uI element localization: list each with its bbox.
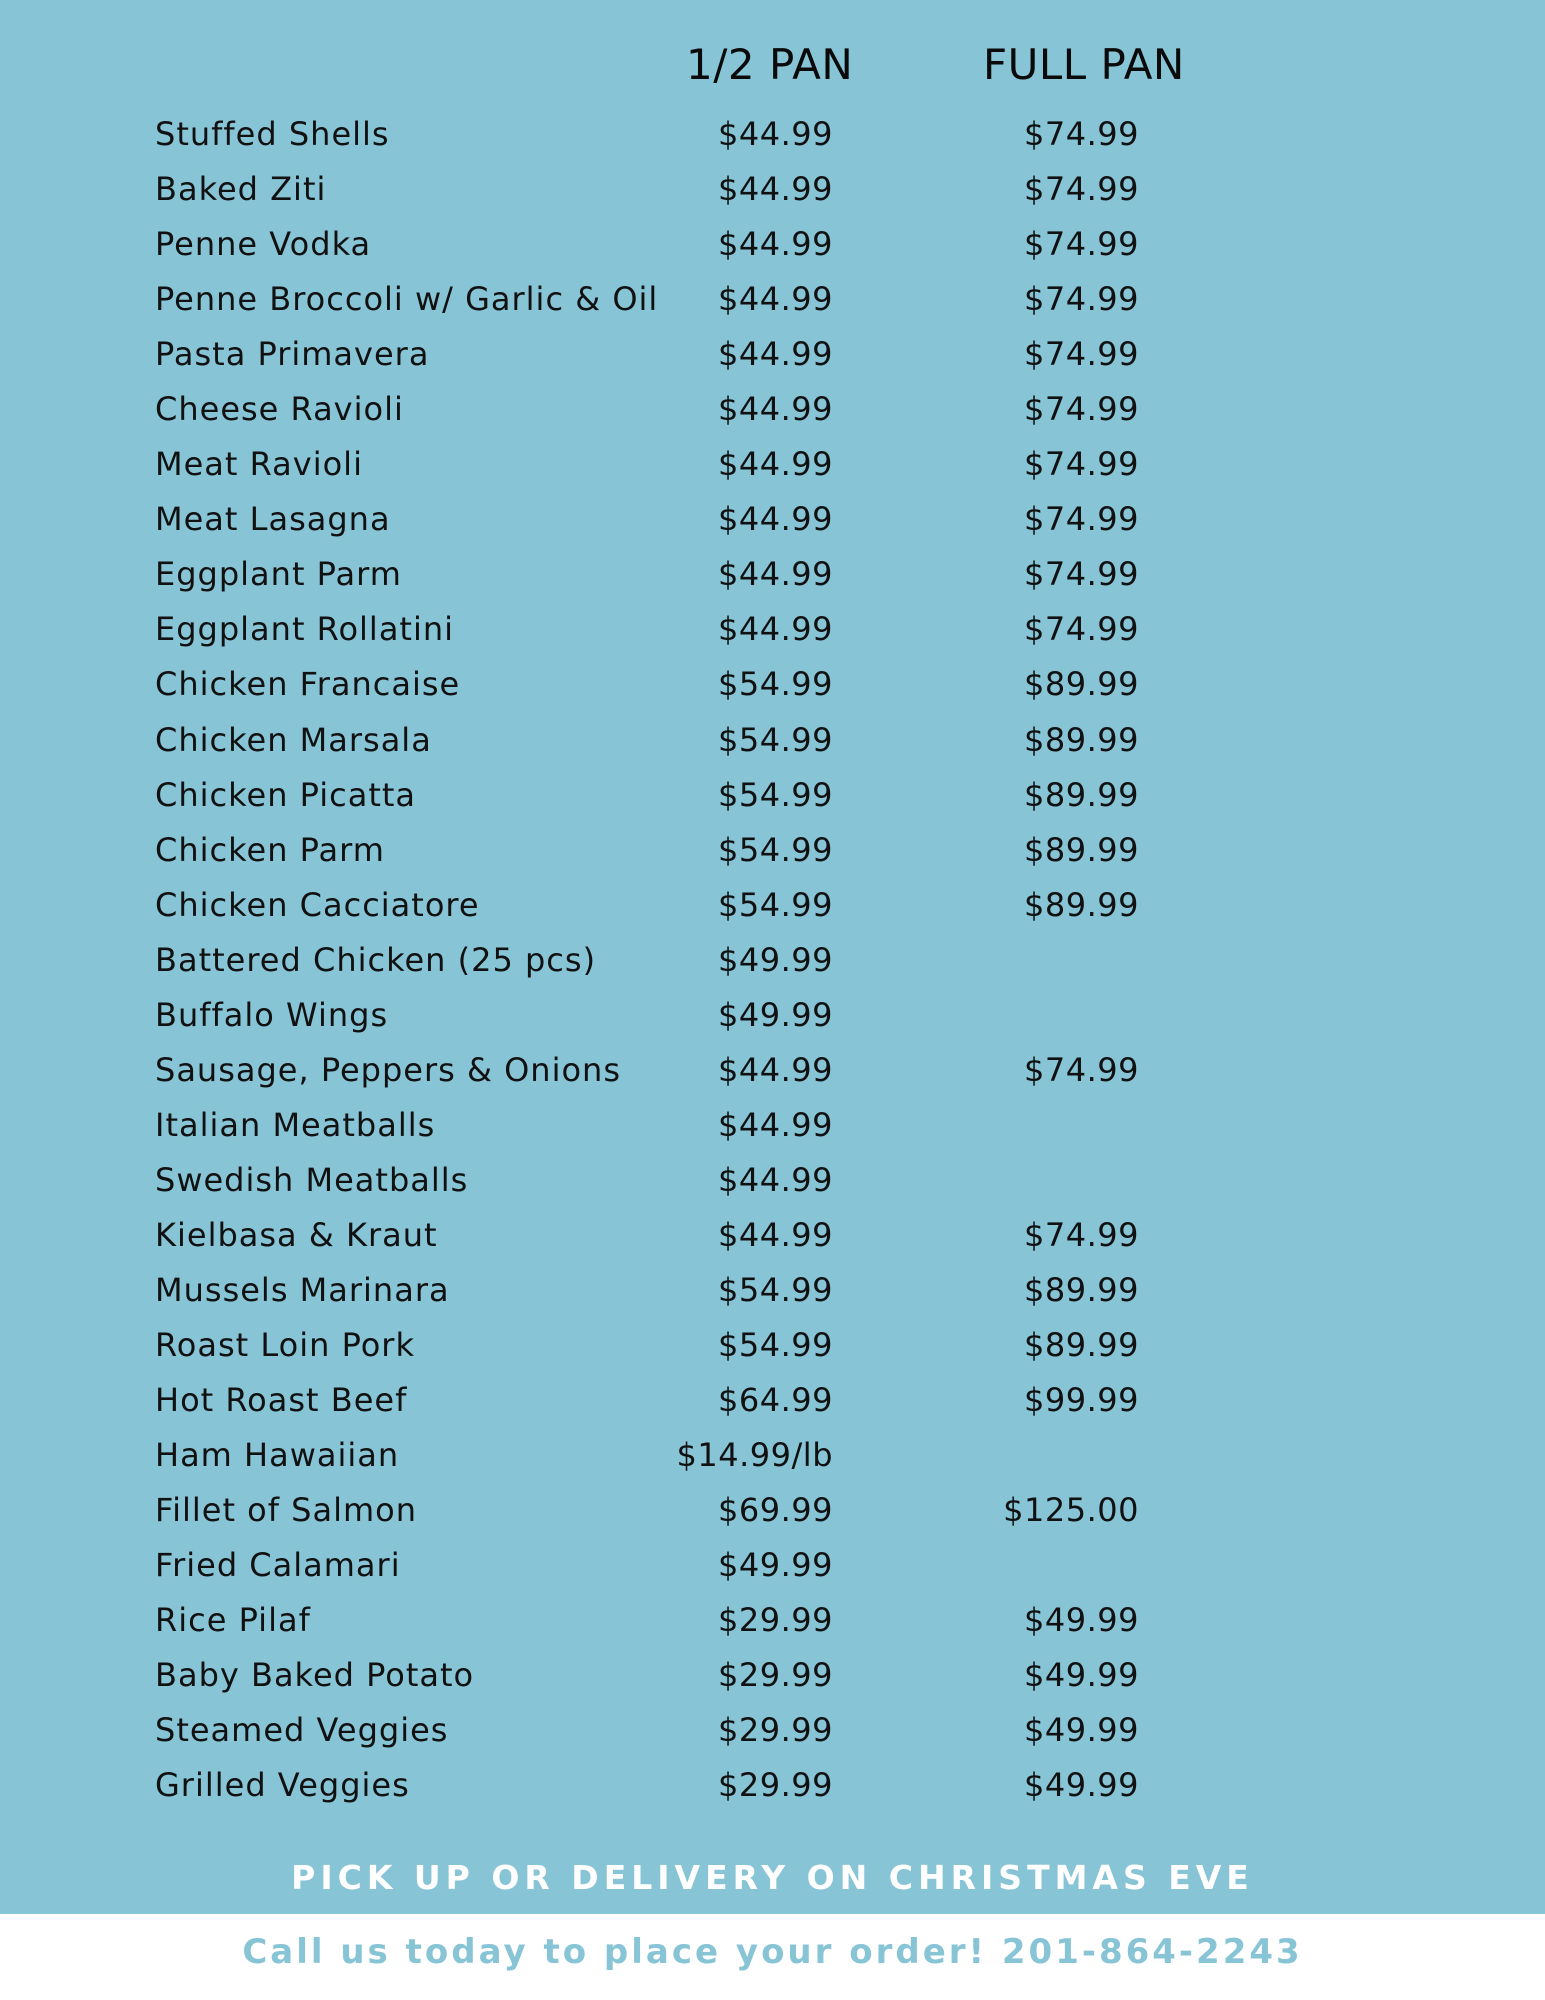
full-pan-price: $74.99: [1024, 555, 1139, 594]
menu-item-name: Rice Pilaf: [155, 1601, 311, 1640]
half-pan-price: $44.99: [718, 500, 833, 539]
menu-item-row: [0, 495, 1545, 550]
menu-item-name: Eggplant Rollatini: [155, 610, 455, 649]
half-pan-price: $64.99: [718, 1381, 833, 1420]
menu-item-row: [0, 826, 1545, 881]
full-pan-price: $49.99: [1024, 1711, 1139, 1750]
menu-item-row: [0, 936, 1545, 991]
full-pan-price: $74.99: [1024, 115, 1139, 153]
menu-item-row: [0, 881, 1545, 936]
full-pan-price: $89.99: [1024, 885, 1139, 924]
full-pan-price: $89.99: [1024, 775, 1139, 814]
full-pan-price: $125.00: [1003, 1491, 1139, 1530]
menu-item-row: [0, 1211, 1545, 1266]
menu-item-name: Hot Roast Beef: [155, 1381, 408, 1420]
menu-item-row: [0, 1431, 1545, 1486]
menu-item-row: [0, 716, 1545, 771]
half-pan-price: $44.99: [718, 1050, 833, 1089]
menu-item-row: [0, 771, 1545, 826]
menu-item-row: [0, 1706, 1545, 1761]
menu-item-name: Chicken Cacciatore: [155, 885, 480, 924]
menu-item-name: Fried Calamari: [155, 1546, 401, 1585]
full-pan-price: $49.99: [1024, 1656, 1139, 1695]
menu-item-name: Sausage, Peppers & Onions: [155, 1050, 621, 1089]
half-pan-price: $54.99: [718, 885, 833, 924]
menu-item-row: [0, 1266, 1545, 1321]
menu-item-name: Cheese Ravioli: [155, 390, 404, 429]
menu-item-name: Stuffed Shells: [155, 115, 390, 153]
full-pan-price: $89.99: [1024, 720, 1139, 759]
menu-item-row: [0, 220, 1545, 275]
full-pan-price: $74.99: [1024, 610, 1139, 649]
menu-item-row: [0, 110, 1545, 165]
full-pan-price: $89.99: [1024, 830, 1139, 869]
menu-item-name: Grilled Veggies: [155, 1766, 410, 1805]
menu-item-name: Roast Loin Pork: [155, 1326, 415, 1365]
half-pan-price: $54.99: [718, 1270, 833, 1309]
full-pan-price: $74.99: [1024, 335, 1139, 374]
menu-item-name: Chicken Marsala: [155, 720, 432, 759]
half-pan-price: $44.99: [718, 280, 833, 319]
menu-item-row: [0, 1321, 1545, 1376]
call-to-order-text: Call us today to place your order! 201-864-2243: [242, 1932, 1303, 1972]
menu-item-row: [0, 1376, 1545, 1431]
menu-item-row: [0, 550, 1545, 605]
half-pan-price: $44.99: [718, 610, 833, 649]
full-pan-price: $74.99: [1024, 225, 1139, 264]
menu-item-name: Steamed Veggies: [155, 1711, 449, 1750]
full-pan-price: $74.99: [1024, 1050, 1139, 1089]
menu-item-name: Battered Chicken (25 pcs): [155, 940, 597, 979]
half-pan-price: $49.99: [718, 1546, 833, 1585]
menu-item-name: Buffalo Wings: [155, 995, 389, 1034]
menu-item-name: Eggplant Parm: [155, 555, 402, 594]
full-pan-price: $74.99: [1024, 500, 1139, 539]
menu-item-row: [0, 1651, 1545, 1706]
menu-item-row: [0, 1046, 1545, 1101]
footer-call-bar: [0, 1914, 1545, 2000]
menu-item-row: [0, 1101, 1545, 1156]
menu-item-row: [0, 330, 1545, 385]
full-pan-price: $49.99: [1024, 1601, 1139, 1640]
half-pan-price: $44.99: [718, 225, 833, 264]
menu-item-row: [0, 275, 1545, 330]
menu-item-row: [0, 991, 1545, 1046]
full-pan-price: $49.99: [1024, 1766, 1139, 1805]
menu-item-name: Meat Ravioli: [155, 445, 363, 484]
full-pan-price: $74.99: [1024, 1215, 1139, 1254]
menu-item-row: [0, 1761, 1545, 1816]
half-pan-price: $44.99: [718, 170, 833, 209]
menu-item-name: Penne Broccoli w/ Garlic & Oil: [155, 280, 659, 319]
full-pan-header: FULL PAN: [983, 40, 1185, 89]
menu-item-name: Ham Hawaiian: [155, 1436, 400, 1475]
half-pan-price: $44.99: [718, 555, 833, 594]
menu-item-name: Chicken Parm: [155, 830, 385, 869]
menu-item-name: Baked Ziti: [155, 170, 327, 209]
full-pan-price: $74.99: [1024, 280, 1139, 319]
full-pan-price: $74.99: [1024, 390, 1139, 429]
menu-item-name: Mussels Marinara: [155, 1270, 450, 1309]
menu-item-name: Pasta Primavera: [155, 335, 430, 374]
menu-item-row: [0, 165, 1545, 220]
menu-item-name: Fillet of Salmon: [155, 1491, 418, 1530]
menu-item-name: Chicken Picatta: [155, 775, 417, 814]
half-pan-price: $49.99: [718, 995, 833, 1034]
menu-item-row: [0, 1486, 1545, 1541]
menu-item-row: [0, 440, 1545, 495]
half-pan-price: $29.99: [718, 1711, 833, 1750]
menu-item-name: Baby Baked Potato: [155, 1656, 475, 1695]
menu-item-row: [0, 1541, 1545, 1596]
menu-item-name: Meat Lasagna: [155, 500, 391, 539]
full-pan-price: $74.99: [1024, 445, 1139, 484]
menu-item-name: Chicken Francaise: [155, 665, 461, 704]
half-pan-header: 1/2 PAN: [686, 40, 854, 89]
half-pan-price: $44.99: [718, 1105, 833, 1144]
half-pan-price: $29.99: [718, 1601, 833, 1640]
half-pan-price: $44.99: [718, 1215, 833, 1254]
half-pan-price: $29.99: [718, 1766, 833, 1805]
half-pan-price: $49.99: [718, 940, 833, 979]
menu-item-row: [0, 660, 1545, 715]
full-pan-price: $89.99: [1024, 665, 1139, 704]
menu-item-name: Penne Vodka: [155, 225, 372, 264]
half-pan-price: $54.99: [718, 830, 833, 869]
half-pan-price: $44.99: [718, 445, 833, 484]
menu-item-row: [0, 1596, 1545, 1651]
menu-list: [0, 110, 1545, 1816]
full-pan-price: $99.99: [1024, 1381, 1139, 1420]
half-pan-price: $44.99: [718, 1160, 833, 1199]
half-pan-price: $44.99: [718, 115, 833, 153]
half-pan-price: $14.99/lb: [676, 1436, 833, 1475]
menu-item-row: [0, 605, 1545, 660]
half-pan-price: $44.99: [718, 335, 833, 374]
menu-item-row: [0, 385, 1545, 440]
full-pan-price: $89.99: [1024, 1270, 1139, 1309]
menu-item-name: Italian Meatballs: [155, 1105, 436, 1144]
half-pan-price: $54.99: [718, 665, 833, 704]
half-pan-price: $54.99: [718, 775, 833, 814]
pickup-delivery-banner: PICK UP OR DELIVERY ON CHRISTMAS EVE: [291, 1858, 1254, 1897]
half-pan-price: $69.99: [718, 1491, 833, 1530]
half-pan-price: $44.99: [718, 390, 833, 429]
half-pan-price: $29.99: [718, 1656, 833, 1695]
menu-item-name: Swedish Meatballs: [155, 1160, 469, 1199]
half-pan-price: $54.99: [718, 720, 833, 759]
half-pan-price: $54.99: [718, 1326, 833, 1365]
full-pan-price: $89.99: [1024, 1326, 1139, 1365]
menu-item-row: [0, 1156, 1545, 1211]
menu-item-name: Kielbasa & Kraut: [155, 1215, 438, 1254]
full-pan-price: $74.99: [1024, 170, 1139, 209]
